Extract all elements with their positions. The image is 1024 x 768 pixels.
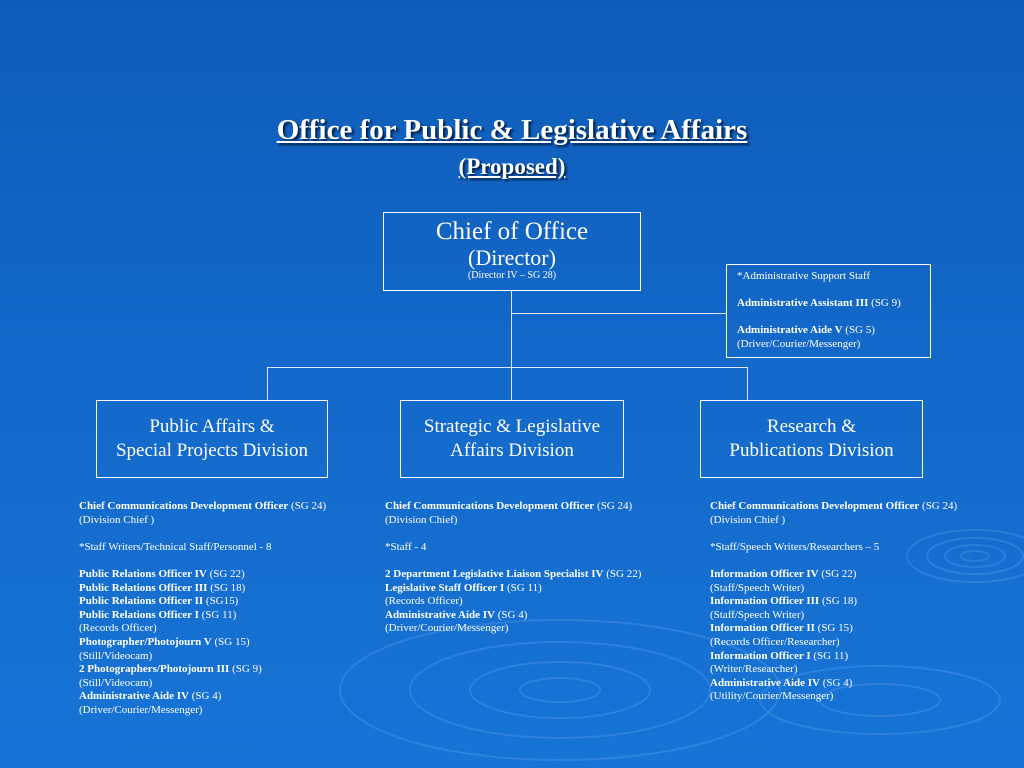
admin-support-item: Administrative Aide V (SG 5) [737, 324, 875, 337]
position-note: (Records Officer) [79, 622, 157, 635]
admin-support-box [726, 264, 931, 358]
division-head-note: (Division Chief) [385, 513, 458, 526]
position-note: (Writer/Researcher) [710, 663, 798, 676]
position-item: Administrative Aide IV (SG 4) [79, 690, 222, 703]
division-staff-list [385, 500, 641, 636]
chief-name: Chief of Office [435, 218, 589, 245]
division-head: Chief Communications Development Officer (SG 24) [385, 500, 633, 512]
connector-line [511, 313, 726, 314]
position-item: Photographer/Photojourn V (SG 15) [79, 635, 250, 648]
position-note: (Staff/Speech Writer) [710, 608, 805, 621]
position-note: (Driver/Courier/Messenger) [79, 703, 203, 716]
division-head: Chief Communications Development Officer (SG 24) [710, 500, 958, 512]
position-note: (Still/Videocam) [79, 649, 153, 662]
page-title: Office for Public & Legislative Affairs [276, 114, 748, 146]
connector-line [511, 291, 512, 367]
chief-role: (Director) [468, 245, 556, 270]
division-head-note: (Division Chief ) [79, 513, 155, 526]
position-item: Information Officer II (SG 15) [710, 622, 853, 635]
position-note: (Driver/Courier/Messenger) [385, 622, 509, 635]
division-staff-list [710, 500, 957, 704]
position-item: Information Officer I (SG 11) [710, 649, 849, 662]
division-box-public-affairs: Public Affairs & Special Projects Division [96, 400, 328, 478]
admin-support-heading: *Administrative Support Staff [737, 270, 871, 282]
position-item: Public Relations Officer II (SG15) [79, 595, 239, 608]
admin-support-note: (Driver/Courier/Messenger) [737, 337, 861, 350]
position-item: 2 Photographers/Photojourn III (SG 9) [79, 663, 262, 676]
position-item: Public Relations Officer III (SG 18) [79, 581, 246, 594]
position-item: Administrative Aide IV (SG 4) [385, 608, 528, 621]
connector-line [267, 367, 748, 368]
position-note: (Utility/Courier/Messenger) [710, 690, 834, 703]
position-item: Public Relations Officer IV (SG 22) [79, 567, 245, 580]
staff-count: *Staff - 4 [385, 540, 427, 553]
division-box-strategic-legislative: Strategic & Legislative Affairs Division [400, 400, 624, 478]
division-head-note: (Division Chief ) [710, 513, 786, 526]
chief-grade: (Director IV – SG 28) [467, 270, 557, 281]
admin-support-item: Administrative Assistant III (SG 9) [737, 297, 901, 310]
position-item: Information Officer IV (SG 22) [710, 567, 857, 580]
position-note: (Records Officer) [385, 595, 463, 608]
division-head: Chief Communications Development Officer (SG 24) [79, 500, 327, 512]
position-item: 2 Department Legislative Liaison Specialist IV (SG 22) [385, 567, 642, 580]
chief-of-office-box [383, 212, 641, 291]
position-item: Administrative Aide IV (SG 4) [710, 676, 853, 689]
staff-count: *Staff/Speech Writers/Researchers – 5 [710, 540, 880, 553]
position-note: (Staff/Speech Writer) [710, 581, 805, 594]
page-subtitle: (Proposed) [458, 154, 566, 179]
division-box-research-publications: Research & Publications Division [700, 400, 923, 478]
position-note: (Records Officer/Researcher) [710, 635, 840, 648]
position-item: Legislative Staff Officer I (SG 11) [385, 581, 542, 594]
position-note: (Still/Videocam) [79, 676, 153, 689]
position-item: Public Relations Officer I (SG 11) [79, 608, 237, 621]
position-item: Information Officer III (SG 18) [710, 595, 858, 608]
division-staff-list [79, 500, 326, 718]
connector-line [267, 367, 268, 400]
connector-line [511, 367, 512, 400]
staff-count: *Staff Writers/Technical Staff/Personnel - 8 [79, 540, 272, 553]
connector-line [747, 367, 748, 400]
